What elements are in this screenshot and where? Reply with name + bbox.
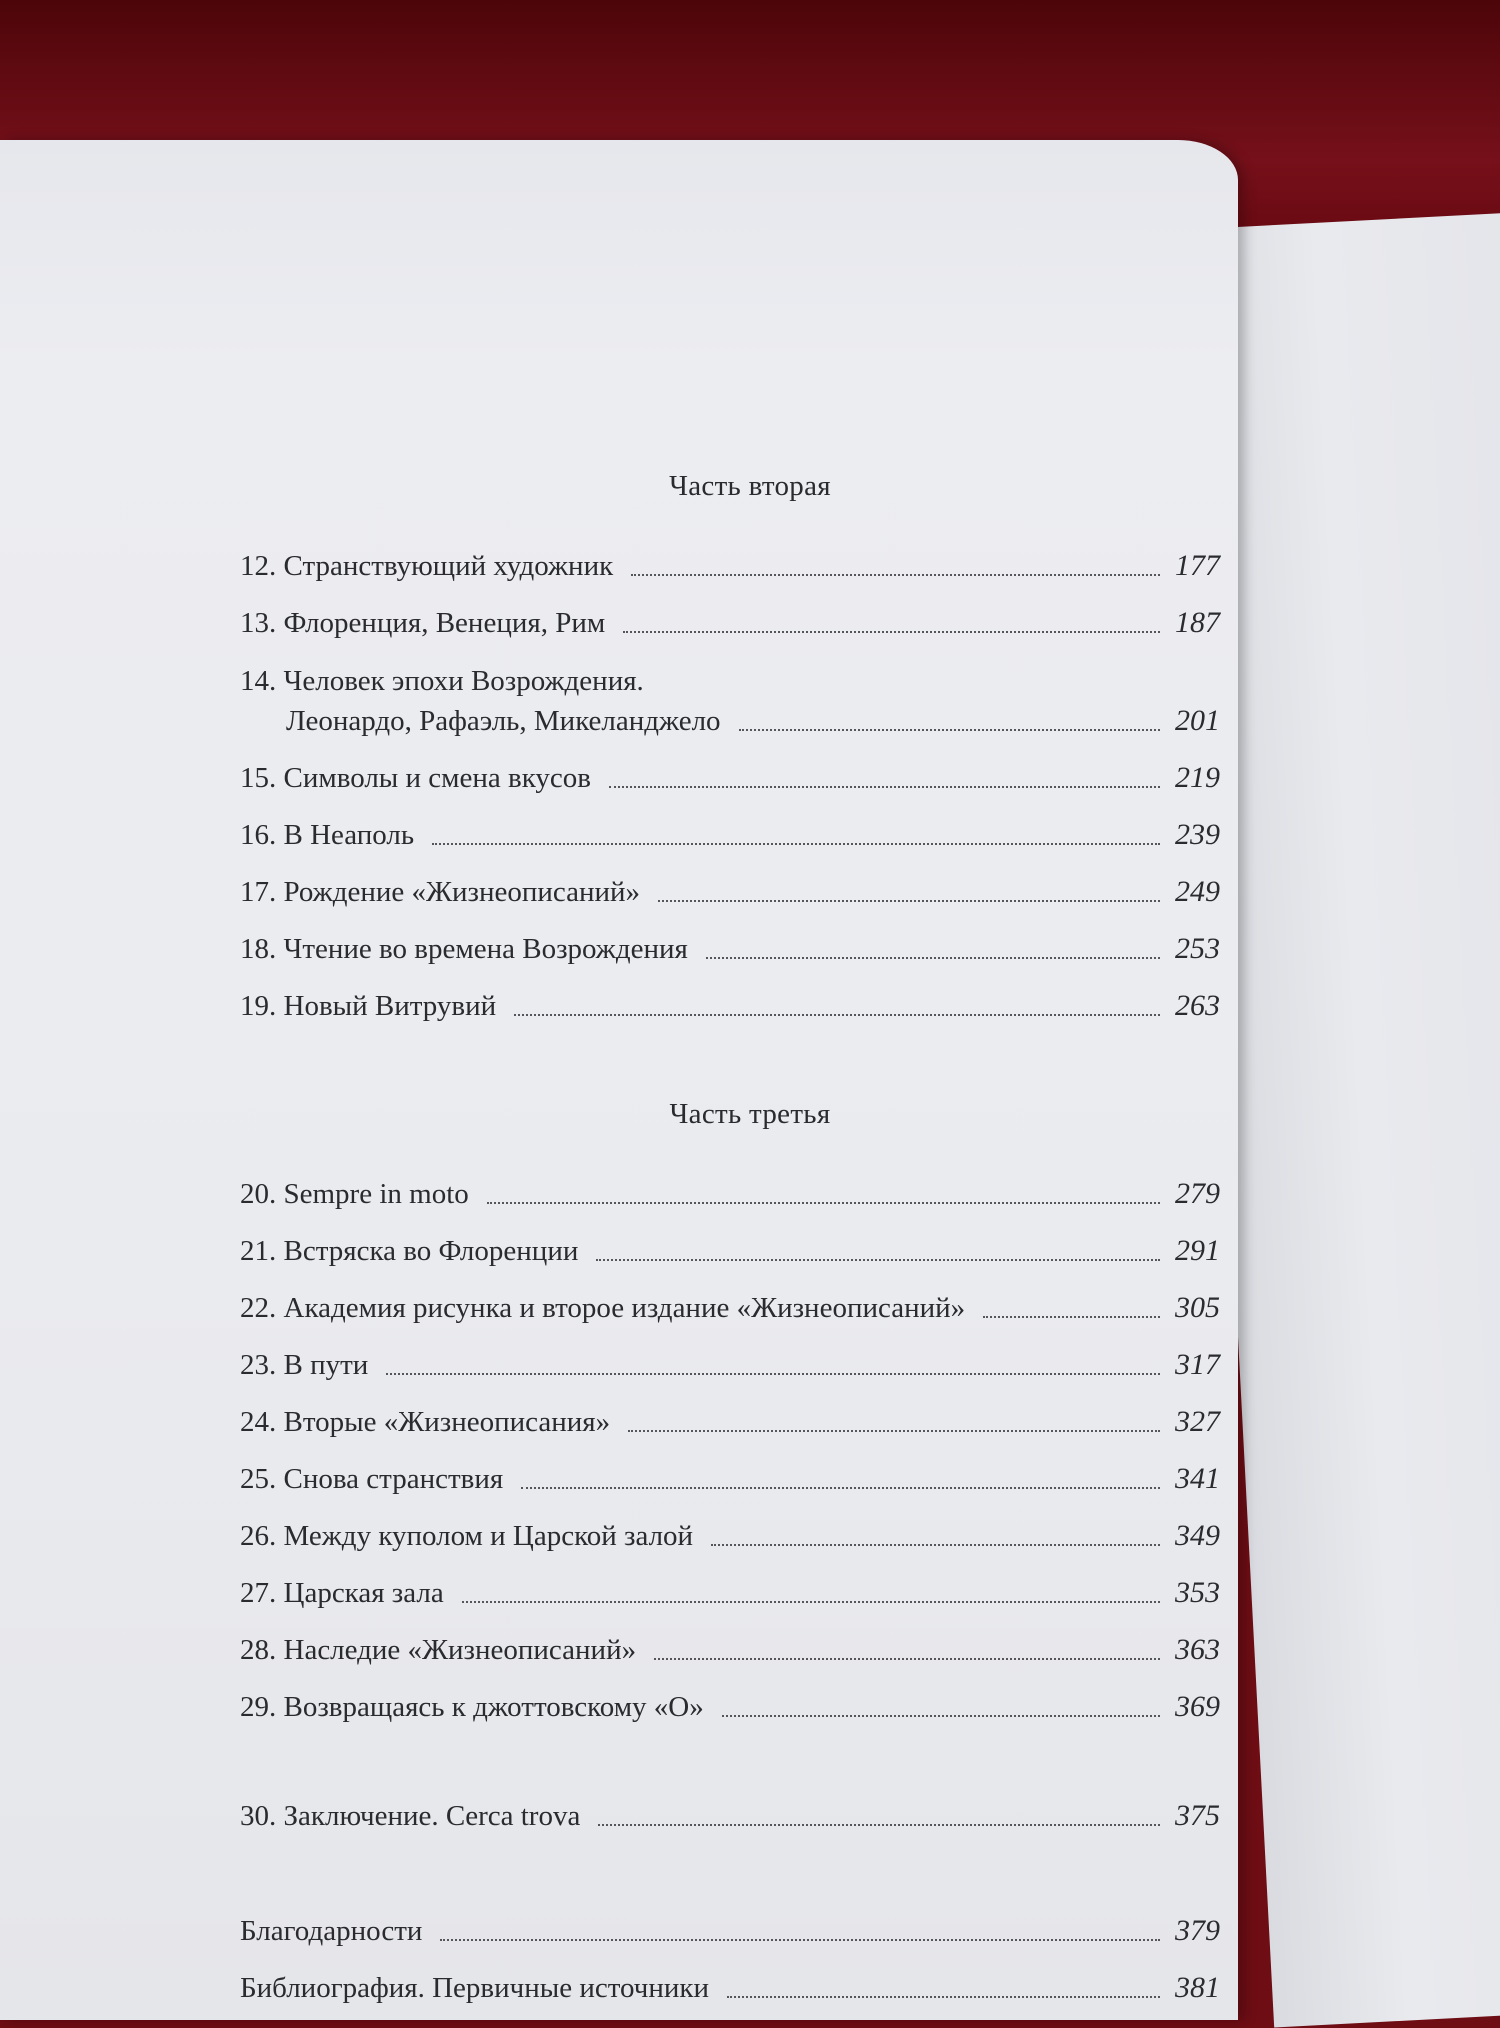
page-number: 253: [1175, 932, 1220, 965]
page-number: 279: [1175, 1177, 1220, 1210]
page-number: 349: [1175, 1519, 1220, 1552]
toc-entry-label-line2: Леонардо, Рафаэль, Микеланджело: [286, 705, 721, 737]
toc-entry-28: [240, 1613, 1220, 1670]
page-number: 369: [1175, 1690, 1220, 1723]
toc-entry-label: 27. Царская зала: [240, 1577, 444, 1609]
toc-entry-label: 15. Символы и смена вкусов: [240, 762, 591, 794]
toc-entry-label: 21. Встряска во Флоренции: [240, 1235, 579, 1267]
page-number: 317: [1175, 1348, 1220, 1381]
toc-entry-label-line1: 14. Человек эпохи Возрождения.: [240, 665, 644, 697]
page-number: 379: [1175, 1914, 1220, 1947]
page-number: 219: [1175, 761, 1220, 794]
toc-entry-label: 29. Возвращаясь к джоттовскому «О»: [240, 1691, 704, 1723]
toc-entry-27: [240, 1556, 1220, 1613]
dot-leader: [631, 573, 1160, 576]
toc-entry-30: [240, 1779, 1220, 1836]
toc-entry-label: 26. Между куполом и Царской залой: [240, 1520, 694, 1552]
toc-entry-24: [240, 1385, 1220, 1442]
toc-entry-label: 18. Чтение во времена Возрождения: [240, 933, 688, 965]
dot-leader: [727, 1995, 1160, 1998]
dot-leader: [739, 728, 1160, 731]
table-of-contents: [240, 470, 1220, 2008]
toc-entry-label: 12. Странствующий художник: [240, 550, 614, 582]
toc-entry-label: 25. Снова странствия: [240, 1463, 504, 1495]
toc-entry-acknowledgements: [240, 1894, 1220, 1951]
book-page: [0, 140, 1238, 2020]
dot-leader: [598, 1823, 1160, 1826]
dot-leader: [596, 1258, 1160, 1261]
toc-entry-12: [240, 529, 1220, 586]
toc-entry-26: [240, 1499, 1220, 1556]
part-three-title: Часть третья: [669, 1098, 831, 1130]
toc-entry-23: [240, 1328, 1220, 1385]
toc-entry-bibliography: [240, 1951, 1220, 2008]
toc-entry-13: [240, 586, 1220, 643]
dot-leader: [983, 1315, 1160, 1318]
toc-entry-label: [240, 661, 721, 741]
dot-leader: [711, 1543, 1160, 1546]
toc-entry-22: [240, 1271, 1220, 1328]
toc-entry-18: [240, 912, 1220, 969]
toc-entry-label: 23. В пути: [240, 1349, 369, 1381]
spacer: [240, 1026, 1220, 1098]
toc-entry-15: [240, 741, 1220, 798]
toc-entry-16: [240, 798, 1220, 855]
dot-leader: [487, 1201, 1160, 1204]
toc-entry-label: 13. Флоренция, Венеция, Рим: [240, 607, 606, 639]
toc-entry-20: [240, 1157, 1220, 1214]
toc-entry-label: 28. Наследие «Жизнеописаний»: [240, 1634, 637, 1666]
page-number: 305: [1175, 1291, 1220, 1324]
spacer: [240, 1727, 1220, 1779]
dot-leader: [609, 785, 1160, 788]
dot-leader: [658, 899, 1160, 902]
dot-leader: [462, 1600, 1160, 1603]
page-number: 363: [1175, 1633, 1220, 1666]
toc-entry-label: Библиография. Первичные источники: [240, 1972, 710, 2004]
page-number: 353: [1175, 1576, 1220, 1609]
dot-leader: [521, 1486, 1160, 1489]
page-number: 381: [1175, 1971, 1220, 2004]
page-number: 291: [1175, 1234, 1220, 1267]
dot-leader: [722, 1714, 1160, 1717]
page-number: 249: [1175, 875, 1220, 908]
toc-entry-19: [240, 969, 1220, 1026]
page-number: 239: [1175, 818, 1220, 851]
page-number: 201: [1175, 704, 1220, 737]
toc-entry-label: 16. В Неаполь: [240, 819, 415, 851]
dot-leader: [623, 630, 1160, 633]
toc-entry-17: [240, 855, 1220, 912]
toc-entry-label: 30. Заключение. Cerca trova: [240, 1800, 581, 1832]
toc-entry-label: 20. Sempre in moto: [240, 1178, 469, 1210]
toc-entry-label: Благодарности: [240, 1915, 423, 1947]
page-number: 263: [1175, 989, 1220, 1022]
toc-entry-label: 24. Вторые «Жизнеописания»: [240, 1406, 611, 1438]
dot-leader: [440, 1938, 1160, 1941]
toc-entry-29: [240, 1670, 1220, 1727]
dot-leader: [628, 1429, 1160, 1432]
page-number: 341: [1175, 1462, 1220, 1495]
part-two-title: Часть вторая: [669, 470, 831, 502]
toc-entry-label: 17. Рождение «Жизнеописаний»: [240, 876, 641, 908]
dot-leader: [432, 842, 1160, 845]
page-number: 375: [1175, 1799, 1220, 1832]
page-number: 327: [1175, 1405, 1220, 1438]
page-number: 177: [1175, 549, 1220, 582]
toc-entry-label: 22. Академия рисунка и второе издание «Жизнеописаний»: [240, 1292, 966, 1324]
dot-leader: [654, 1657, 1160, 1660]
spacer: [240, 1836, 1220, 1894]
toc-entry-label: 19. Новый Витрувий: [240, 990, 497, 1022]
toc-entry-14: [240, 643, 1220, 741]
dot-leader: [706, 956, 1160, 959]
toc-entry-25: [240, 1442, 1220, 1499]
page-number: 187: [1175, 606, 1220, 639]
toc-entry-21: [240, 1214, 1220, 1271]
dot-leader: [386, 1372, 1160, 1375]
dot-leader: [514, 1013, 1160, 1016]
